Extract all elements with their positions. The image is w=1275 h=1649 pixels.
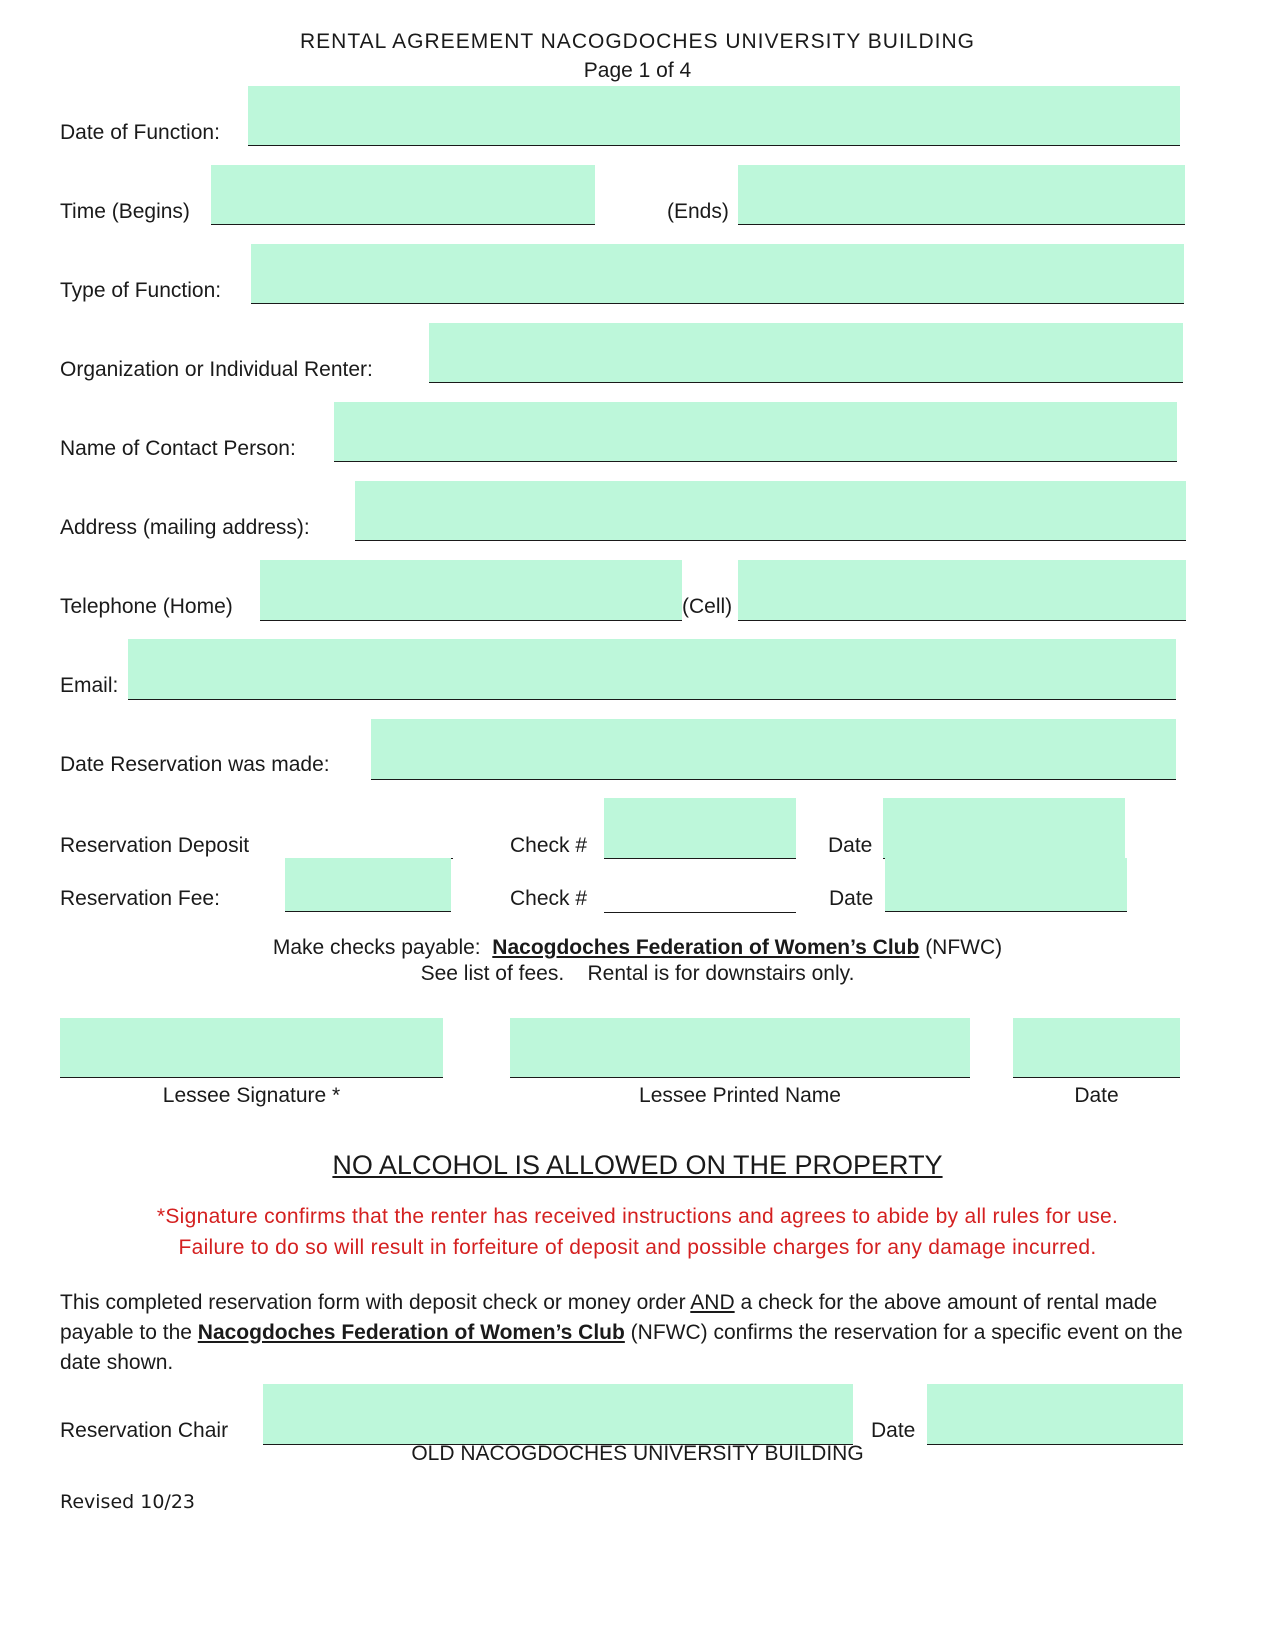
- deposit-check-label: Check #: [510, 834, 588, 857]
- email-label: Email:: [60, 674, 119, 697]
- date-reservation-label: Date Reservation was made:: [60, 753, 330, 776]
- signature-warning-line2: Failure to do so will result in forfeiture of deposit and possible charges for any damage incurred.: [178, 1236, 1097, 1259]
- type-of-function-label: Type of Function:: [60, 279, 222, 302]
- payable-note: [0, 936, 1275, 960]
- confirmation-and: AND: [690, 1291, 735, 1314]
- time-ends-label: (Ends): [667, 200, 729, 223]
- chair-date-label: Date: [871, 1419, 916, 1442]
- deposit-date-label: Date: [828, 834, 873, 857]
- reservation-chair-label: Reservation Chair: [60, 1419, 229, 1442]
- deposit-check-field[interactable]: [604, 798, 796, 859]
- organization-field[interactable]: [429, 323, 1183, 383]
- confirmation-paragraph: [60, 1288, 1220, 1378]
- telephone-home-field[interactable]: [260, 560, 682, 621]
- deposit-date-field[interactable]: [883, 798, 1125, 859]
- lessee-signature-label: Lessee Signature *: [162, 1084, 341, 1107]
- form-title: RENTAL AGREEMENT NACOGDOCHES UNIVERSITY BUILDING: [299, 30, 975, 53]
- payable-org: Nacogdoches Federation of Women’s Club: [492, 936, 920, 959]
- email-field[interactable]: [128, 639, 1176, 700]
- signature-date-field[interactable]: [1013, 1018, 1180, 1078]
- telephone-cell-field[interactable]: [738, 560, 1186, 621]
- reservation-deposit-label: Reservation Deposit: [60, 834, 250, 857]
- payable-prefix: Make checks payable:: [272, 936, 481, 959]
- lessee-printed-name-field[interactable]: [510, 1018, 970, 1078]
- lessee-signature-field[interactable]: [60, 1018, 443, 1078]
- reservation-deposit-line[interactable]: [287, 830, 453, 859]
- contact-person-label: Name of Contact Person:: [60, 437, 296, 460]
- date-reservation-field[interactable]: [371, 719, 1176, 780]
- date-of-function-label: Date of Function:: [60, 121, 220, 144]
- signature-warning-line1: *Signature confirms that the renter has received instructions and agrees to abide by all rules for use.: [156, 1205, 1119, 1228]
- footer-building: OLD NACOGDOCHES UNIVERSITY BUILDING: [411, 1442, 864, 1465]
- revised-date: Revised 10/23: [60, 1491, 196, 1513]
- fee-date-label: Date: [829, 887, 874, 910]
- no-alcohol-notice: NO ALCOHOL IS ALLOWED ON THE PROPERTY: [332, 1150, 943, 1180]
- fees-list-note: See list of fees.: [420, 962, 565, 985]
- fees-note: [0, 962, 1275, 986]
- fee-date-field[interactable]: [885, 858, 1127, 912]
- confirmation-part1: This completed reservation form with deposit check or money order: [60, 1291, 686, 1314]
- reservation-fee-field[interactable]: [285, 858, 451, 912]
- reservation-chair-field[interactable]: [263, 1384, 853, 1445]
- page-indicator: Page 1 of 4: [583, 59, 692, 82]
- rental-note: Rental is for downstairs only.: [587, 962, 855, 985]
- address-field[interactable]: [355, 481, 1186, 541]
- time-ends-field[interactable]: [738, 165, 1185, 225]
- fee-check-label: Check #: [510, 887, 588, 910]
- time-begins-field[interactable]: [211, 165, 595, 225]
- date-of-function-field[interactable]: [248, 86, 1180, 146]
- payable-suffix: (NFWC): [925, 936, 1003, 959]
- address-label: Address (mailing address):: [60, 516, 310, 539]
- contact-person-field[interactable]: [334, 402, 1177, 462]
- chair-date-field[interactable]: [927, 1384, 1183, 1445]
- signature-date-label: Date: [1074, 1084, 1119, 1107]
- confirmation-org: Nacogdoches Federation of Women’s Club: [197, 1321, 625, 1344]
- fee-check-line[interactable]: [604, 884, 796, 913]
- confirmation-part3: (NFWC) confirms the reservation for a specific event on the date shown.: [60, 1321, 1183, 1374]
- confirmation-part2: a check for the above amount of rental made payable to the: [60, 1291, 1158, 1344]
- lessee-printed-name-label: Lessee Printed Name: [639, 1084, 841, 1107]
- type-of-function-field[interactable]: [251, 244, 1184, 304]
- reservation-fee-label: Reservation Fee:: [60, 887, 220, 910]
- organization-label: Organization or Individual Renter:: [60, 358, 373, 381]
- telephone-home-label: Telephone (Home): [60, 595, 233, 618]
- time-begins-label: Time (Begins): [60, 200, 190, 223]
- telephone-cell-label: (Cell): [682, 595, 733, 618]
